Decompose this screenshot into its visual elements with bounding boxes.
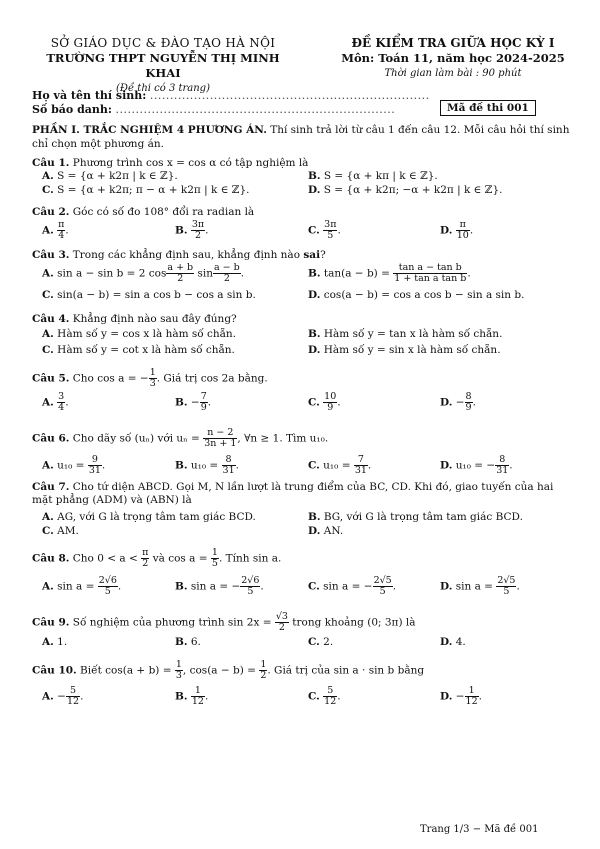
page-footer: Trang 1/3 − Mã đề 001 xyxy=(420,824,539,835)
fraction xyxy=(495,455,509,476)
sign: u₁₀ = xyxy=(57,459,88,472)
question-text: Biết cos(a + b) = xyxy=(76,664,172,677)
denominator: 12 xyxy=(191,696,204,707)
q10-option-c[interactable]: C. $\frac{5}{12}$ . xyxy=(308,685,341,707)
numerator: 5 xyxy=(66,686,80,697)
denominator: 5 xyxy=(247,586,254,597)
option-letter: D. xyxy=(440,459,453,472)
denominator: 12 xyxy=(324,696,337,707)
option-letter: D. xyxy=(440,636,453,648)
q9-option-c[interactable] xyxy=(308,636,333,648)
question-text-mid: , cos(a − b) = xyxy=(182,664,256,677)
question-text-end: . Tính sin a. xyxy=(218,552,282,565)
denominator: 9 xyxy=(327,402,334,413)
q10-option-a[interactable]: A. − $\frac{5}{12}$ . xyxy=(42,685,84,707)
option-text: S = {α + k2π | k ∈ ℤ}. xyxy=(57,170,178,182)
option-letter: B. xyxy=(175,636,188,648)
question-2 xyxy=(32,206,572,219)
question-label: Câu 10. xyxy=(32,664,77,677)
denominator: 5 xyxy=(211,558,218,569)
option-letter: D. xyxy=(308,289,321,301)
question-label: Câu 4. xyxy=(32,313,70,325)
numerator: 1 xyxy=(149,367,156,378)
question-1 xyxy=(32,157,572,170)
name-label: Họ và tên thí sinh: xyxy=(32,89,147,102)
q1-option-a[interactable] xyxy=(42,170,178,182)
denominator: 31 xyxy=(222,465,235,476)
denominator: 31 xyxy=(496,465,509,476)
numerator: 2√5 xyxy=(497,575,516,586)
option-text: 4. xyxy=(455,636,466,648)
q6-option-c[interactable]: C. u₁₀ = $\frac{7}{31}$ . xyxy=(308,454,372,476)
q2-option-b[interactable]: B. $\frac{3\pi}{2}$ . xyxy=(175,219,209,241)
question-text-end: ? xyxy=(320,249,326,261)
q10-option-b[interactable]: B. $\frac{1}{12}$ . xyxy=(175,685,209,707)
question-text: Số nghiệm của phương trình sin 2x = xyxy=(69,616,272,629)
q8-option-b[interactable]: B. sin a = − $\frac{2√6}{5}$ . xyxy=(175,575,264,597)
exam-title: ĐỀ KIỂM TRA GIỮA HỌC KỲ I xyxy=(351,36,555,50)
fraction xyxy=(191,686,205,707)
option-text: S = {α + k2π; π − α + k2π | k ∈ ℤ}. xyxy=(57,184,250,196)
duration-line: Thời gian làm bài : 90 phút xyxy=(384,68,522,79)
option-text: Hàm số y = tan x là hàm số chẵn. xyxy=(323,328,503,340)
q1-option-b[interactable] xyxy=(308,170,438,182)
numerator: 1 xyxy=(260,659,267,670)
numerator: 7 xyxy=(200,391,207,402)
sign: sin a = − xyxy=(323,580,373,593)
numerator: 3 xyxy=(58,391,65,402)
sign: − xyxy=(455,396,465,409)
fraction xyxy=(66,686,80,707)
numerator: 8 xyxy=(222,455,236,466)
section-title: PHẦN I. TRẮC NGHIỆM 4 PHƯƠNG ÁN. xyxy=(32,124,267,136)
option-letter: C. xyxy=(42,184,54,196)
option-letter: A. xyxy=(42,511,54,523)
denominator: 10 xyxy=(456,230,469,241)
sign: sin a = xyxy=(57,580,98,593)
fraction xyxy=(57,392,65,413)
option-letter: C. xyxy=(308,224,320,237)
option-letter: C. xyxy=(308,396,320,409)
option-letter: A. xyxy=(42,328,54,340)
question-9 xyxy=(32,612,572,633)
q7-option-b[interactable] xyxy=(308,511,523,523)
option-letter: C. xyxy=(42,289,54,301)
denominator: 9 xyxy=(200,402,207,413)
q2-option-c[interactable]: C. $\frac{3\pi}{5}$ . xyxy=(308,219,341,241)
question-7 xyxy=(32,481,572,507)
option-text: Hàm số y = sin x là hàm số chẵn. xyxy=(323,344,501,356)
question-label: Câu 1. xyxy=(32,157,70,169)
option-text: sin(a − b) = sin a cos b − cos a sin b. xyxy=(57,289,256,301)
question-text-end: trong khoảng (0; 3π) là xyxy=(288,616,416,629)
option-text: S = {α + kπ | k ∈ ℤ}. xyxy=(323,170,438,182)
option-letter: A. xyxy=(42,267,54,280)
denominator: 3 xyxy=(175,670,182,681)
section-instructions: Thí sinh trả lời từ câu 1 đến câu 12. Mỗi câu hỏi thí sinh chỉ chọn một phương án. xyxy=(32,124,570,150)
denominator: 2 xyxy=(195,230,202,241)
option-letter: B. xyxy=(175,690,188,703)
option-text: AM. xyxy=(57,525,79,537)
denominator: 2 xyxy=(278,622,285,633)
option-text: Hàm số y = cot x là hàm số chẵn. xyxy=(57,344,235,356)
fraction xyxy=(200,392,208,413)
option-letter: D. xyxy=(308,184,321,196)
numerator: 9 xyxy=(88,455,102,466)
option-text: tan(a − b) = xyxy=(323,267,390,280)
numerator: 8 xyxy=(495,455,509,466)
option-text: 2. xyxy=(323,636,334,648)
option-text: cos(a − b) = cos a cos b − sin a sin b. xyxy=(323,289,525,301)
numerator: 1 xyxy=(465,686,479,697)
q1-option-d[interactable] xyxy=(308,184,502,196)
q3-option-c[interactable] xyxy=(42,289,256,301)
option-letter: A. xyxy=(42,580,54,593)
option-letter: B. xyxy=(175,396,188,409)
numerator: 2√6 xyxy=(241,575,260,586)
question-text: Trong các khẳng định sau, khẳng định nào xyxy=(69,249,304,261)
question-label: Câu 5. xyxy=(32,372,70,385)
question-text: Phương trình cos x = cos α có tập nghiệm là xyxy=(69,157,309,169)
fraction xyxy=(373,576,393,597)
fraction xyxy=(222,455,236,476)
q7-option-a[interactable] xyxy=(42,511,256,523)
question-text: Khẳng định nào sau đây đúng? xyxy=(69,313,237,325)
numerator: 1 xyxy=(191,686,205,697)
question-3 xyxy=(32,249,572,262)
denominator: 31 xyxy=(88,465,101,476)
q6-option-a[interactable]: A. u₁₀ = $\frac{9}{31}$ . xyxy=(42,454,106,476)
option-letter: B. xyxy=(308,328,321,340)
question-4 xyxy=(32,313,572,326)
header-left xyxy=(28,36,298,96)
question-label: Câu 3. xyxy=(32,249,70,261)
option-letter: A. xyxy=(42,459,54,472)
denominator: 5 xyxy=(104,586,111,597)
question-text-end: . Giá trị cos 2a bằng. xyxy=(156,372,268,385)
fraction xyxy=(393,263,467,284)
q8-option-d[interactable]: D. sin a = $\frac{2√5}{5}$ . xyxy=(440,575,520,597)
option-letter: A. xyxy=(42,690,54,703)
option-letter: B. xyxy=(175,224,188,237)
numerator: 2√5 xyxy=(373,575,392,586)
q2-option-d[interactable]: D. $\frac{\pi}{10}$ . xyxy=(440,219,474,241)
option-letter: D. xyxy=(440,690,453,703)
numerator: √3 xyxy=(275,611,288,622)
option-letter: C. xyxy=(308,690,320,703)
denominator: 12 xyxy=(465,696,478,707)
fraction xyxy=(211,548,219,569)
option-letter: A. xyxy=(42,396,54,409)
exam-code-box: Mã đề thi 001 xyxy=(440,100,536,116)
question-text: Cho tứ diện ABCD. Gọi M, N lần lượt là trung điểm của BC, CD. Khi đó, giao tuyến của hai mặt phẳng (ADM) và (ABN) là xyxy=(32,481,554,506)
q5-option-b[interactable]: B. − $\frac{7}{9}$ . xyxy=(175,391,212,413)
question-10 xyxy=(32,660,572,681)
q7-option-d[interactable] xyxy=(308,525,343,537)
option-letter: D. xyxy=(440,224,453,237)
sign: sin a = xyxy=(455,580,497,593)
q8-option-c[interactable]: C. sin a = − $\frac{2√5}{5}$ . xyxy=(308,575,397,597)
question-text-end: , ∀n ≥ 1. Tìm u₁₀. xyxy=(237,432,329,445)
option-letter: C. xyxy=(308,459,320,472)
q10-option-d[interactable]: D. − $\frac{1}{12}$ . xyxy=(440,685,482,707)
numerator: 5 xyxy=(323,686,337,697)
numerator: a − b xyxy=(214,262,240,273)
option-letter: C. xyxy=(308,636,320,648)
q4-option-b[interactable] xyxy=(308,328,502,340)
option-letter: B. xyxy=(308,511,321,523)
q3-option-d[interactable] xyxy=(308,289,524,301)
q9-option-d[interactable] xyxy=(440,636,466,648)
fraction xyxy=(496,576,516,597)
fraction xyxy=(323,392,337,413)
option-letter: B. xyxy=(175,459,188,472)
option-letter: B. xyxy=(308,170,321,182)
denominator: 5 xyxy=(379,586,386,597)
option-letter: D. xyxy=(440,580,453,593)
denominator: 9 xyxy=(465,402,472,413)
q8-option-a[interactable]: A. sin a = $\frac{2√6}{5}$ . xyxy=(42,575,122,597)
option-text: BG, với G là trọng tâm tam giác BCD. xyxy=(323,511,523,523)
q5-option-c[interactable]: C. $\frac{10}{9}$ . xyxy=(308,391,341,413)
numerator: 7 xyxy=(354,455,368,466)
question-text-mid: và cos a = xyxy=(149,552,208,565)
denominator: 5 xyxy=(327,230,334,241)
sign: u₁₀ = xyxy=(190,459,222,472)
question-8 xyxy=(32,548,572,569)
name-blank: ...................................................................... xyxy=(149,89,430,102)
denominator: 31 xyxy=(354,465,367,476)
q9-option-a[interactable] xyxy=(42,636,67,648)
question-text: Góc có số đo 108° đổi ra radian là xyxy=(69,206,255,218)
q6-option-b[interactable]: B. u₁₀ = $\frac{8}{31}$ . xyxy=(175,454,239,476)
option-text: sin xyxy=(194,267,213,280)
fraction xyxy=(166,263,194,284)
option-letter: C. xyxy=(42,344,54,356)
question-5 xyxy=(32,368,572,389)
fraction xyxy=(354,455,368,476)
option-text: S = {α + k2π; −α + k2π | k ∈ ℤ}. xyxy=(323,184,503,196)
option-letter: B. xyxy=(175,580,188,593)
denominator: 12 xyxy=(66,696,80,707)
fraction xyxy=(57,220,65,241)
option-letter: A. xyxy=(42,170,54,182)
department-name: SỞ GIÁO DỤC & ĐÀO TẠO HÀ NỘI xyxy=(50,36,276,50)
q3-option-b[interactable]: B. tan(a − b) = $\frac{\text{tan a − tan b}}{\text{1 + tan a tan b}}$ . xyxy=(308,262,471,284)
numerator: 3π xyxy=(191,219,205,230)
q2-option-a[interactable]: A. $\frac{\pi}{4}$ . xyxy=(42,219,69,241)
numerator: 10 xyxy=(324,391,337,402)
fraction xyxy=(98,576,118,597)
denominator: 4 xyxy=(58,230,65,241)
fraction xyxy=(88,455,102,476)
question-emphasis: sai xyxy=(303,249,321,261)
school-name: TRƯỜNG THPT NGUYỄN THỊ MINH KHAI xyxy=(46,51,280,80)
fraction xyxy=(275,612,289,633)
fraction xyxy=(456,220,470,241)
q4-option-a[interactable] xyxy=(42,328,236,340)
q4-option-c[interactable] xyxy=(42,344,235,356)
numerator: 1 xyxy=(175,659,182,670)
option-letter: C. xyxy=(42,525,54,537)
numerator: 2√6 xyxy=(98,575,117,586)
denominator: 4 xyxy=(58,402,65,413)
id-label: Số báo danh: xyxy=(32,103,112,116)
subject-line: Môn: Toán 11, năm học 2024-2025 xyxy=(341,51,565,65)
option-letter: D. xyxy=(440,396,453,409)
question-label: Câu 7. xyxy=(32,481,70,493)
fraction xyxy=(323,686,337,707)
q5-option-d[interactable]: D. − $\frac{8}{9}$ . xyxy=(440,391,476,413)
question-text: Cho dãy số (uₙ) với uₙ = xyxy=(69,432,200,445)
sign: − xyxy=(455,690,465,703)
fraction xyxy=(465,686,479,707)
numerator: π xyxy=(142,547,149,558)
question-6 xyxy=(32,428,572,449)
fraction xyxy=(240,576,260,597)
sign: u₁₀ = xyxy=(323,459,354,472)
student-fields xyxy=(32,89,430,117)
sign: − xyxy=(190,396,200,409)
fraction xyxy=(149,368,157,389)
id-blank: ...................................................................... xyxy=(115,103,396,116)
option-letter: A. xyxy=(42,224,54,237)
numerator: 8 xyxy=(465,391,472,402)
option-text: 1. xyxy=(57,636,68,648)
denominator: 3n + 1 xyxy=(204,438,237,449)
header-right xyxy=(318,36,588,81)
numerator: π xyxy=(456,220,470,231)
option-text: 6. xyxy=(190,636,201,648)
fraction xyxy=(323,220,337,241)
numerator: n − 2 xyxy=(203,428,237,439)
option-text: sin a − sin b = 2 cos xyxy=(57,267,167,280)
option-text: AN. xyxy=(323,525,344,537)
q7-option-c[interactable] xyxy=(42,525,79,537)
question-text-end: . Giá trị của sin a · sin b bằng xyxy=(267,664,425,677)
option-letter: B. xyxy=(308,267,321,280)
q1-option-c[interactable] xyxy=(42,184,250,196)
option-letter: D. xyxy=(308,525,321,537)
numerator: 3π xyxy=(324,219,337,230)
denominator: 2 xyxy=(260,670,267,681)
option-letter: C. xyxy=(308,580,320,593)
denominator: 3 xyxy=(149,378,156,389)
denominator: 2 xyxy=(223,273,230,284)
sign: sin a = − xyxy=(190,580,241,593)
fraction xyxy=(191,220,205,241)
q3-option-a[interactable]: A. sin a − sin b = 2 cos $\frac{a + b}{2}$ sin $\frac{a - b}{2}$ . xyxy=(42,262,245,284)
question-label: Câu 9. xyxy=(32,616,70,629)
pages-note: (Đề thi có 3 trang) xyxy=(116,83,210,94)
fraction xyxy=(175,660,183,681)
numerator: 1 xyxy=(211,547,218,558)
option-text: AG, với G là trọng tâm tam giác BCD. xyxy=(57,511,256,523)
option-letter: D. xyxy=(308,344,321,356)
denominator: 2 xyxy=(177,273,184,284)
question-label: Câu 8. xyxy=(32,552,70,565)
denominator: 1 + tan a tan b xyxy=(394,273,467,284)
fraction xyxy=(465,392,473,413)
sign: − xyxy=(57,690,66,703)
sign: u₁₀ = − xyxy=(455,459,496,472)
fraction xyxy=(203,428,237,449)
q6-option-d[interactable]: D. u₁₀ = − $\frac{8}{31}$ . xyxy=(440,454,513,476)
denominator: 2 xyxy=(142,558,149,569)
numerator: tan a − tan b xyxy=(393,263,467,274)
section-heading xyxy=(32,123,570,151)
option-text: Hàm số y = cos x là hàm số chẵn. xyxy=(57,328,237,340)
numerator: π xyxy=(58,219,65,230)
fraction xyxy=(213,263,241,284)
q9-option-b[interactable] xyxy=(175,636,201,648)
question-text: Cho 0 < a < xyxy=(69,552,138,565)
question-label: Câu 6. xyxy=(32,432,70,445)
denominator: 5 xyxy=(503,586,510,597)
q5-option-a[interactable]: A. $\frac{3}{4}$ . xyxy=(42,391,69,413)
question-text: Cho cos a = − xyxy=(69,372,149,385)
option-letter: A. xyxy=(42,636,54,648)
q4-option-d[interactable] xyxy=(308,344,501,356)
question-label: Câu 2. xyxy=(32,206,70,218)
numerator: a + b xyxy=(167,262,194,273)
